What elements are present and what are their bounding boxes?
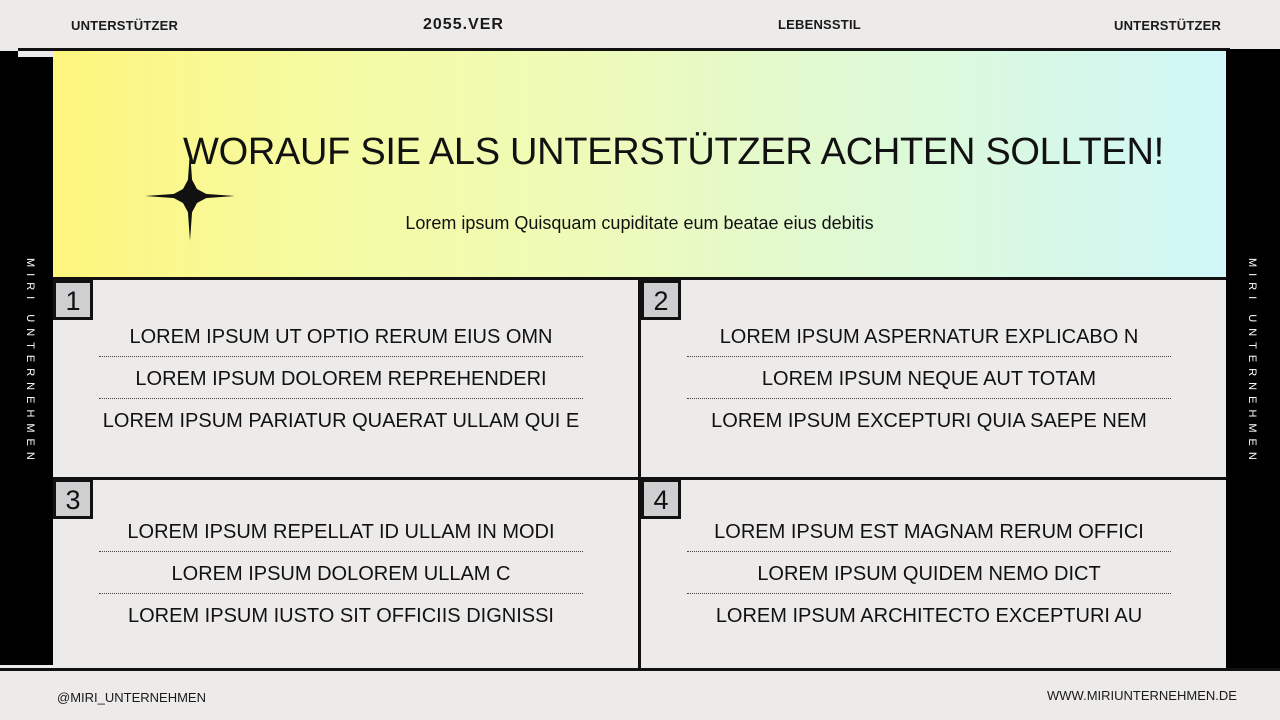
card-1 — [53, 280, 638, 477]
nav-item-unterstuetzer-right[interactable]: UNTERSTÜTZER — [1114, 18, 1222, 33]
card-item: LOREM IPSUM IUSTO SIT OFFICIIS DIGNISSI — [128, 605, 554, 627]
nav-item-version[interactable]: 2055.VER — [423, 16, 504, 33]
card-item: LOREM IPSUM PARIATUR QUAERAT ULLAM QUI E — [102, 410, 580, 432]
card-item: LOREM IPSUM REPELLAT ID ULLAM IN MODI — [99, 521, 583, 552]
card-item: LOREM IPSUM UT OPTIO RERUM EIUS OMN — [99, 326, 583, 357]
card-4 — [641, 480, 1226, 677]
website-link[interactable]: WWW.MIRIUNTERNEHMEN.DE — [1047, 688, 1237, 703]
card-item: LOREM IPSUM EXCEPTURI QUIA SAEPE NEM — [711, 410, 1147, 432]
card-number-badge: 2 — [641, 280, 681, 320]
card-item: LOREM IPSUM QUIDEM NEMO DICT — [687, 563, 1171, 594]
card-item: LOREM IPSUM DOLOREM ULLAM C — [99, 563, 583, 594]
card-number-badge: 1 — [53, 280, 93, 320]
page-title: WORAUF SIE ALS UNTERSTÜTZER ACHTEN SOLLTEN! — [183, 131, 1164, 173]
social-handle[interactable]: @MIRI_UNTERNEHMEN — [57, 690, 206, 705]
card-item: LOREM IPSUM ARCHITECTO EXCEPTURI AU — [715, 605, 1143, 627]
card-2 — [641, 280, 1226, 477]
nav-item-lebensstil[interactable]: LEBENSSTIL — [778, 17, 861, 32]
card-item: LOREM IPSUM ASPERNATUR EXPLICABO N — [687, 326, 1171, 357]
card-item: LOREM IPSUM DOLOREM REPREHENDERI — [99, 368, 583, 399]
card-3 — [53, 480, 638, 677]
right-vertical-brand-text: MIRI UNTERNEHMEN — [1246, 258, 1258, 466]
page-subtitle: Lorem ipsum Quisquam cupiditate eum beatae eius debitis — [405, 213, 874, 233]
card-number-badge: 4 — [641, 479, 681, 519]
bottom-divider — [0, 668, 1280, 671]
nav-item-unterstuetzer[interactable]: UNTERSTÜTZER — [71, 18, 179, 33]
card-item: LOREM IPSUM EST MAGNAM RERUM OFFICI — [687, 521, 1171, 552]
card-number-badge: 3 — [53, 479, 93, 519]
hero-banner — [53, 51, 1226, 278]
left-vertical-brand-text: MIRI UNTERNEHMEN — [24, 258, 36, 466]
card-item: LOREM IPSUM NEQUE AUT TOTAM — [687, 368, 1171, 399]
top-navigation — [0, 0, 1280, 50]
